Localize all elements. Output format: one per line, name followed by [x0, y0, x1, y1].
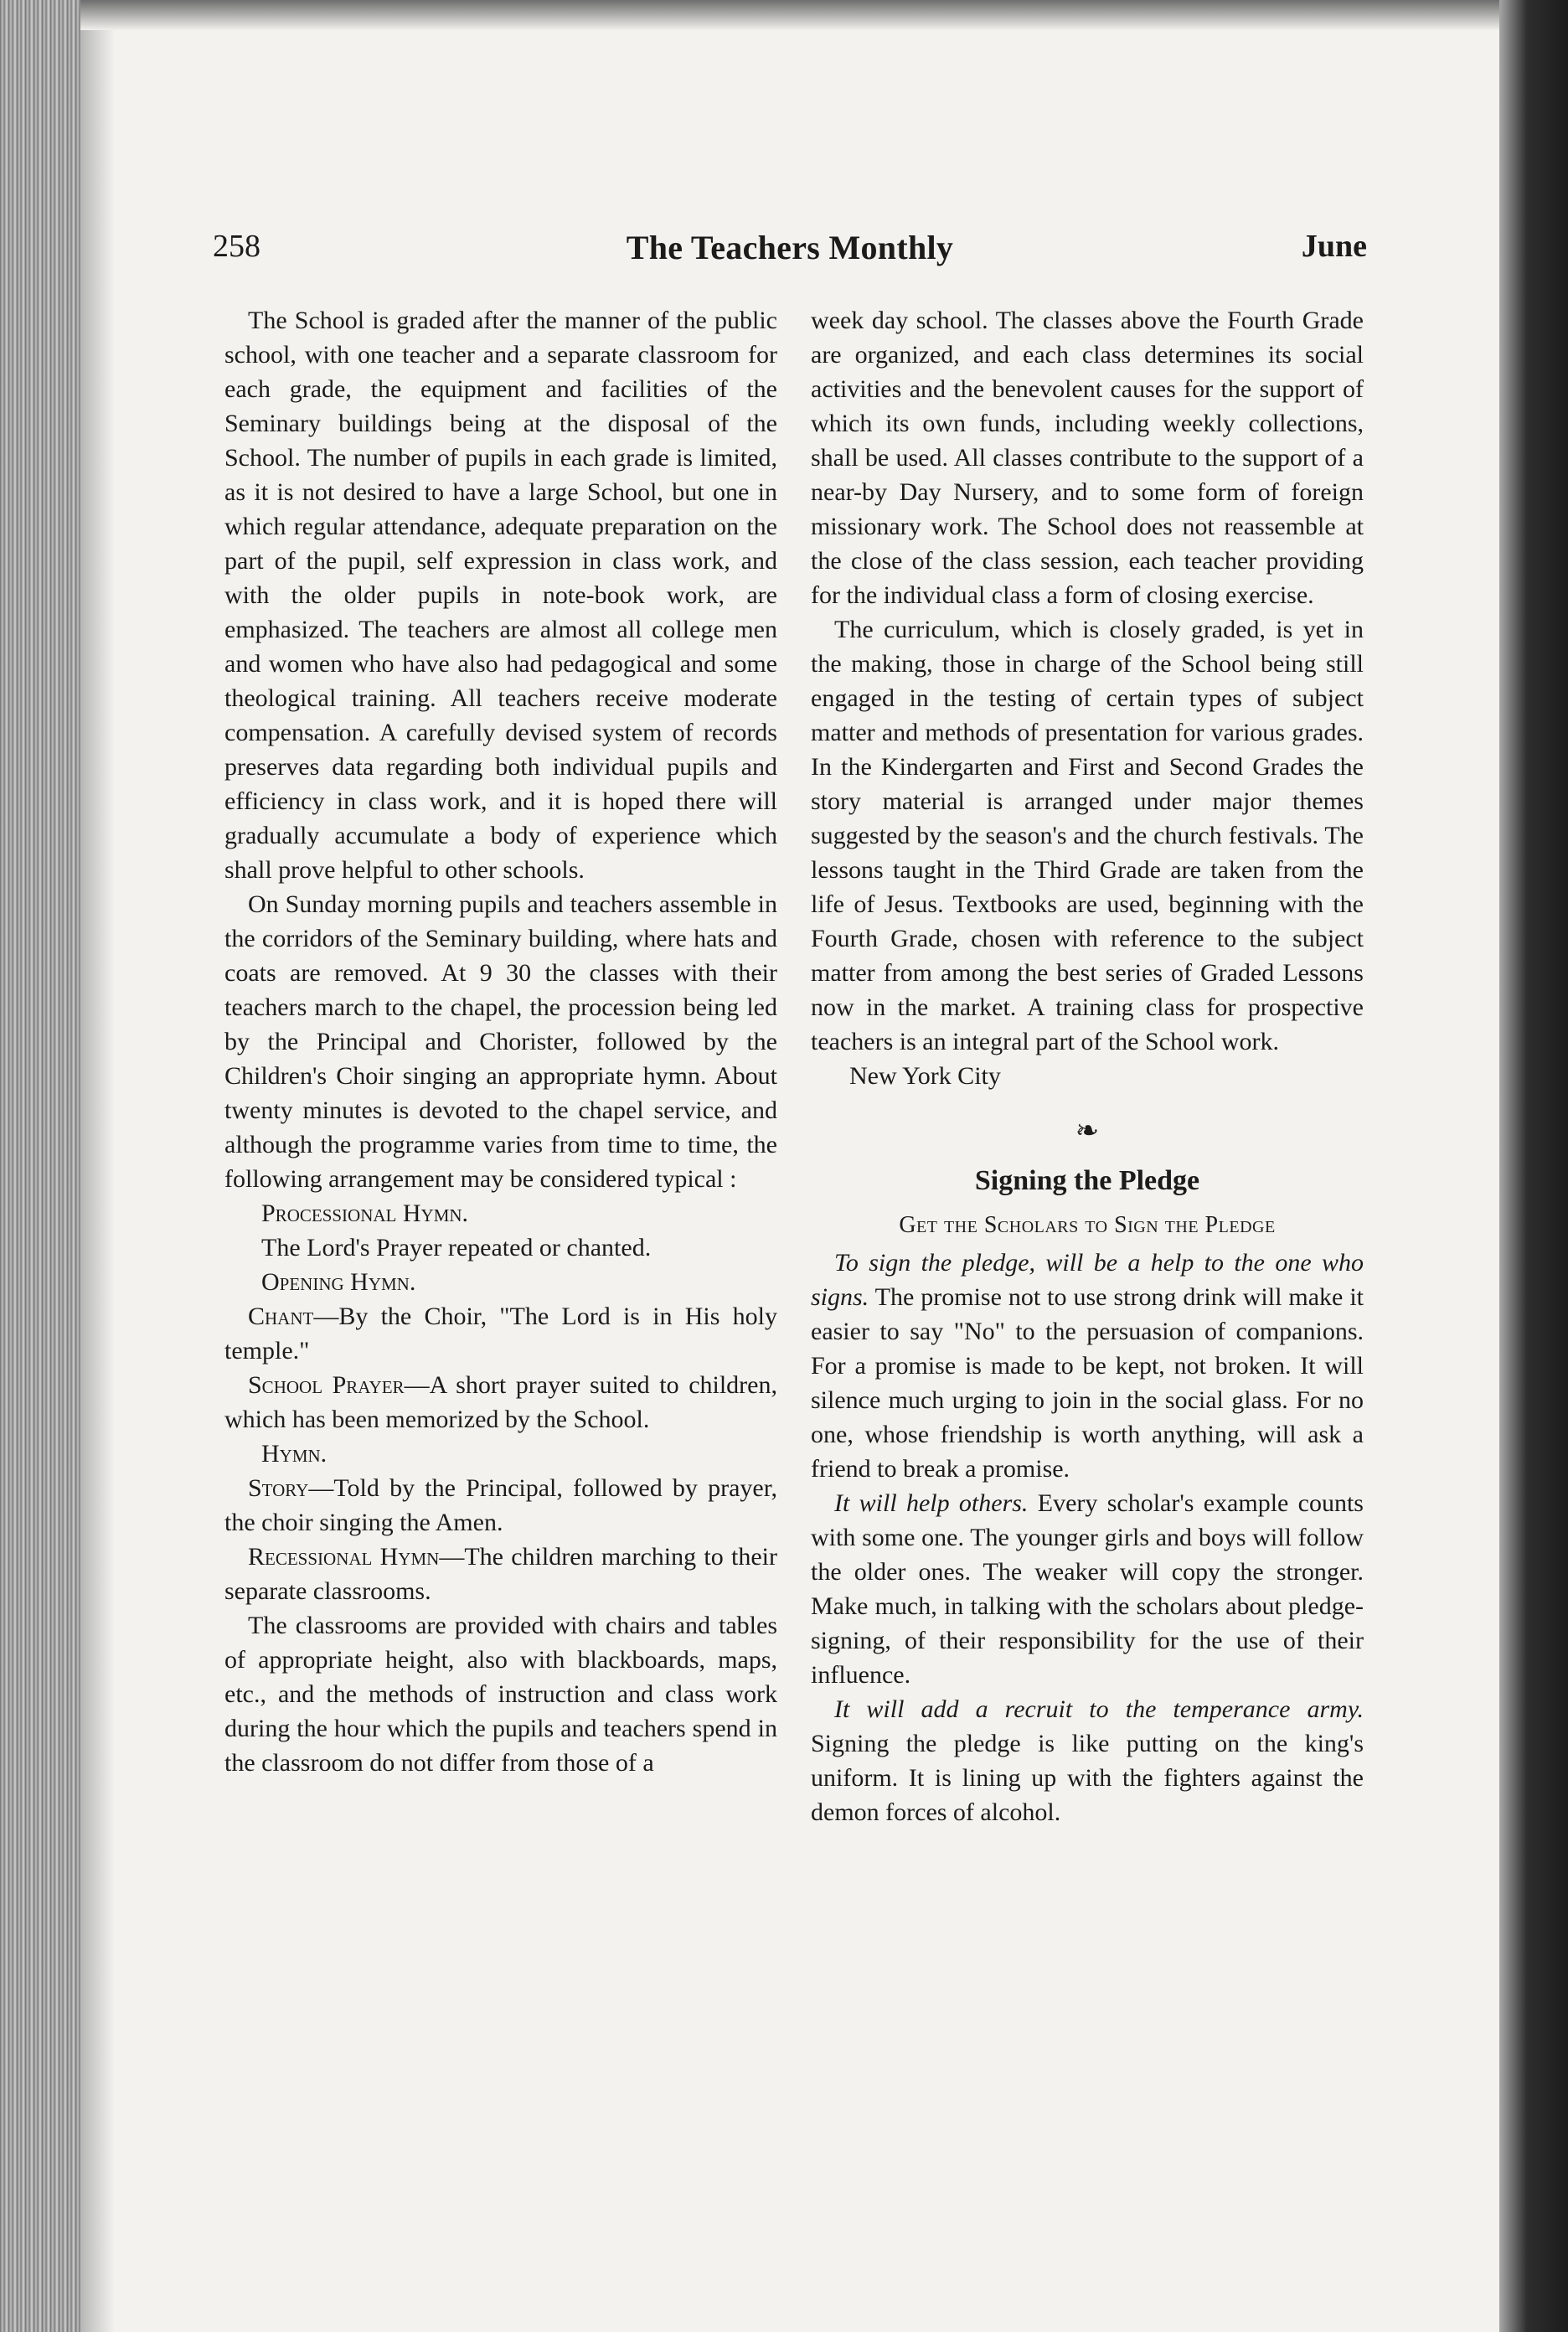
- program-item: [224, 1437, 777, 1471]
- program-label: Recessional Hymn: [248, 1543, 440, 1571]
- italic-lead: It will add a recruit to the temperance army.: [834, 1695, 1364, 1723]
- program-item: [224, 1540, 777, 1608]
- paragraph: It will add a recruit to the temperance army. Signing the pledge is like putting on the king's uniform. It is lining up with the fighters against the demon forces of alcohol.: [811, 1695, 1364, 1826]
- top-edge-shadow: [80, 0, 1504, 30]
- signoff-location: New York City: [849, 1062, 1001, 1090]
- issue-month: June: [1301, 229, 1367, 264]
- program-item: [224, 1265, 777, 1299]
- italic-lead: It will help others.: [834, 1489, 1029, 1517]
- book-binding-edge: [0, 0, 80, 2332]
- right-column: [811, 303, 1364, 1829]
- italic-lead: To sign the pledge, will be a help to the one who signs.: [811, 1249, 1364, 1311]
- program-text: —By the Choir, "The Lord is in His holy temple.": [224, 1303, 777, 1365]
- program-item: [224, 1196, 777, 1230]
- program-text: The Lord's Prayer repeated or chanted.: [261, 1234, 652, 1261]
- program-text: —Told by the Principal, followed by prayer, the choir singing the Amen.: [224, 1474, 777, 1536]
- paragraph: It will help others. Every scholar's example counts with some one. The younger girls and boys will follow the older ones. The weaker will copy the stronger. Make much, in talking with the scholars about pledge-signing, of their responsibility for the use of their influence.: [811, 1489, 1364, 1689]
- right-edge-shadow: [1499, 0, 1568, 2332]
- paragraph-continued: week day school. The classes above the Fourth Grade are organized, and each class determines its social activities and the benevolent causes for the support of which its own funds, including weekly collections, shall be used. All classes contribute to the support of a near-by Day Nursery, and to some form of foreign missionary work. The School does not reassemble at the close of the class session, each teacher providing for the individual class a form of closing exercise.: [811, 307, 1364, 609]
- program-item: [224, 1230, 777, 1265]
- running-header: [213, 228, 1367, 280]
- paragraph: The curriculum, which is closely graded, is yet in the making, those in charge of the School being still engaged in the testing of certain types of subject matter and methods of presentation for various grades. In the Kindergarten and First and Second Grades the story material is arranged under major themes suggested by the season's and the church festivals. The lessons taught in the Third Grade are taken from the life of Jesus. Textbooks are used, beginning with the Fourth Grade, chosen with reference to the subject matter from among the best series of Graded Lessons now in the market. A training class for prospective teachers is an integral part of the School work.: [811, 616, 1364, 1055]
- paragraph: To sign the pledge, will be a help to the one who signs. The promise not to use strong drink will make it easier to say "No" to the persuasion of companions. For a promise is made to be kept, not broken. It will silence much urging to join in the social glass. For no one, whose friendship is worth anything, will ask a friend to break a promise.: [811, 1249, 1364, 1483]
- paragraph: The School is graded after the manner of the public school, with one teacher and a separate classroom for each grade, the equipment and facilities of the Seminary buildings being at the disposal of the School. The number of pupils in each grade is limited, as it is not desired to have a large School, but one in which regular attendance, adequate preparation on the part of the pupil, self expression in class work, and with the older pupils in note-book work, are emphasized. The teachers are almost all college men and women who have also had pedagogical and some theological training. All teachers receive moderate compensation. A carefully devised system of records preserves data regarding both individual pupils and efficiency in class work, and it is hoped there will gradually accumulate a body of experience which shall prove helpful to other schools.: [224, 307, 777, 884]
- page-number: 258: [213, 229, 260, 264]
- fleuron-ornament: ❧: [1075, 1116, 1100, 1147]
- program-label: Chant: [248, 1303, 314, 1330]
- program-item: [224, 1299, 777, 1368]
- running-title: The Teachers Monthly: [626, 229, 954, 266]
- program-item: [224, 1471, 777, 1540]
- program-text: —The children marching to their separate classrooms.: [224, 1543, 777, 1605]
- left-column: [224, 303, 777, 1780]
- program-label: School Prayer: [248, 1371, 405, 1399]
- program-label: Processional Hymn.: [261, 1200, 469, 1227]
- paragraph: On Sunday morning pupils and teachers assemble in the corridors of the Seminary building, where hats and coats are removed. At 9 30 the classes with their teachers march to the chapel, the procession being led by the Principal and Chorister, followed by the Children's Choir singing an appropriate hymn. About twenty minutes is devoted to the chapel service, and although the programme varies from time to time, the following arrangement may be considered typical :: [224, 890, 777, 1193]
- program-text: —A short prayer suited to children, which has been memorized by the School.: [224, 1371, 777, 1433]
- paragraph: The classrooms are provided with chairs and tables of appropriate height, also with blackboards, maps, etc., and the methods of instruction and class work during the hour which the pupils and teachers spend in the classroom do not differ from those of a: [224, 1612, 777, 1777]
- program-label: Hymn.: [261, 1440, 328, 1468]
- program-item: [224, 1368, 777, 1437]
- section-subheading: Get the Scholars to Sign the Pledge: [899, 1212, 1276, 1238]
- section-title: Signing the Pledge: [974, 1165, 1200, 1196]
- program-label: Opening Hymn.: [261, 1268, 416, 1296]
- program-label: Story: [248, 1474, 309, 1502]
- gutter-shadow: [80, 0, 114, 2332]
